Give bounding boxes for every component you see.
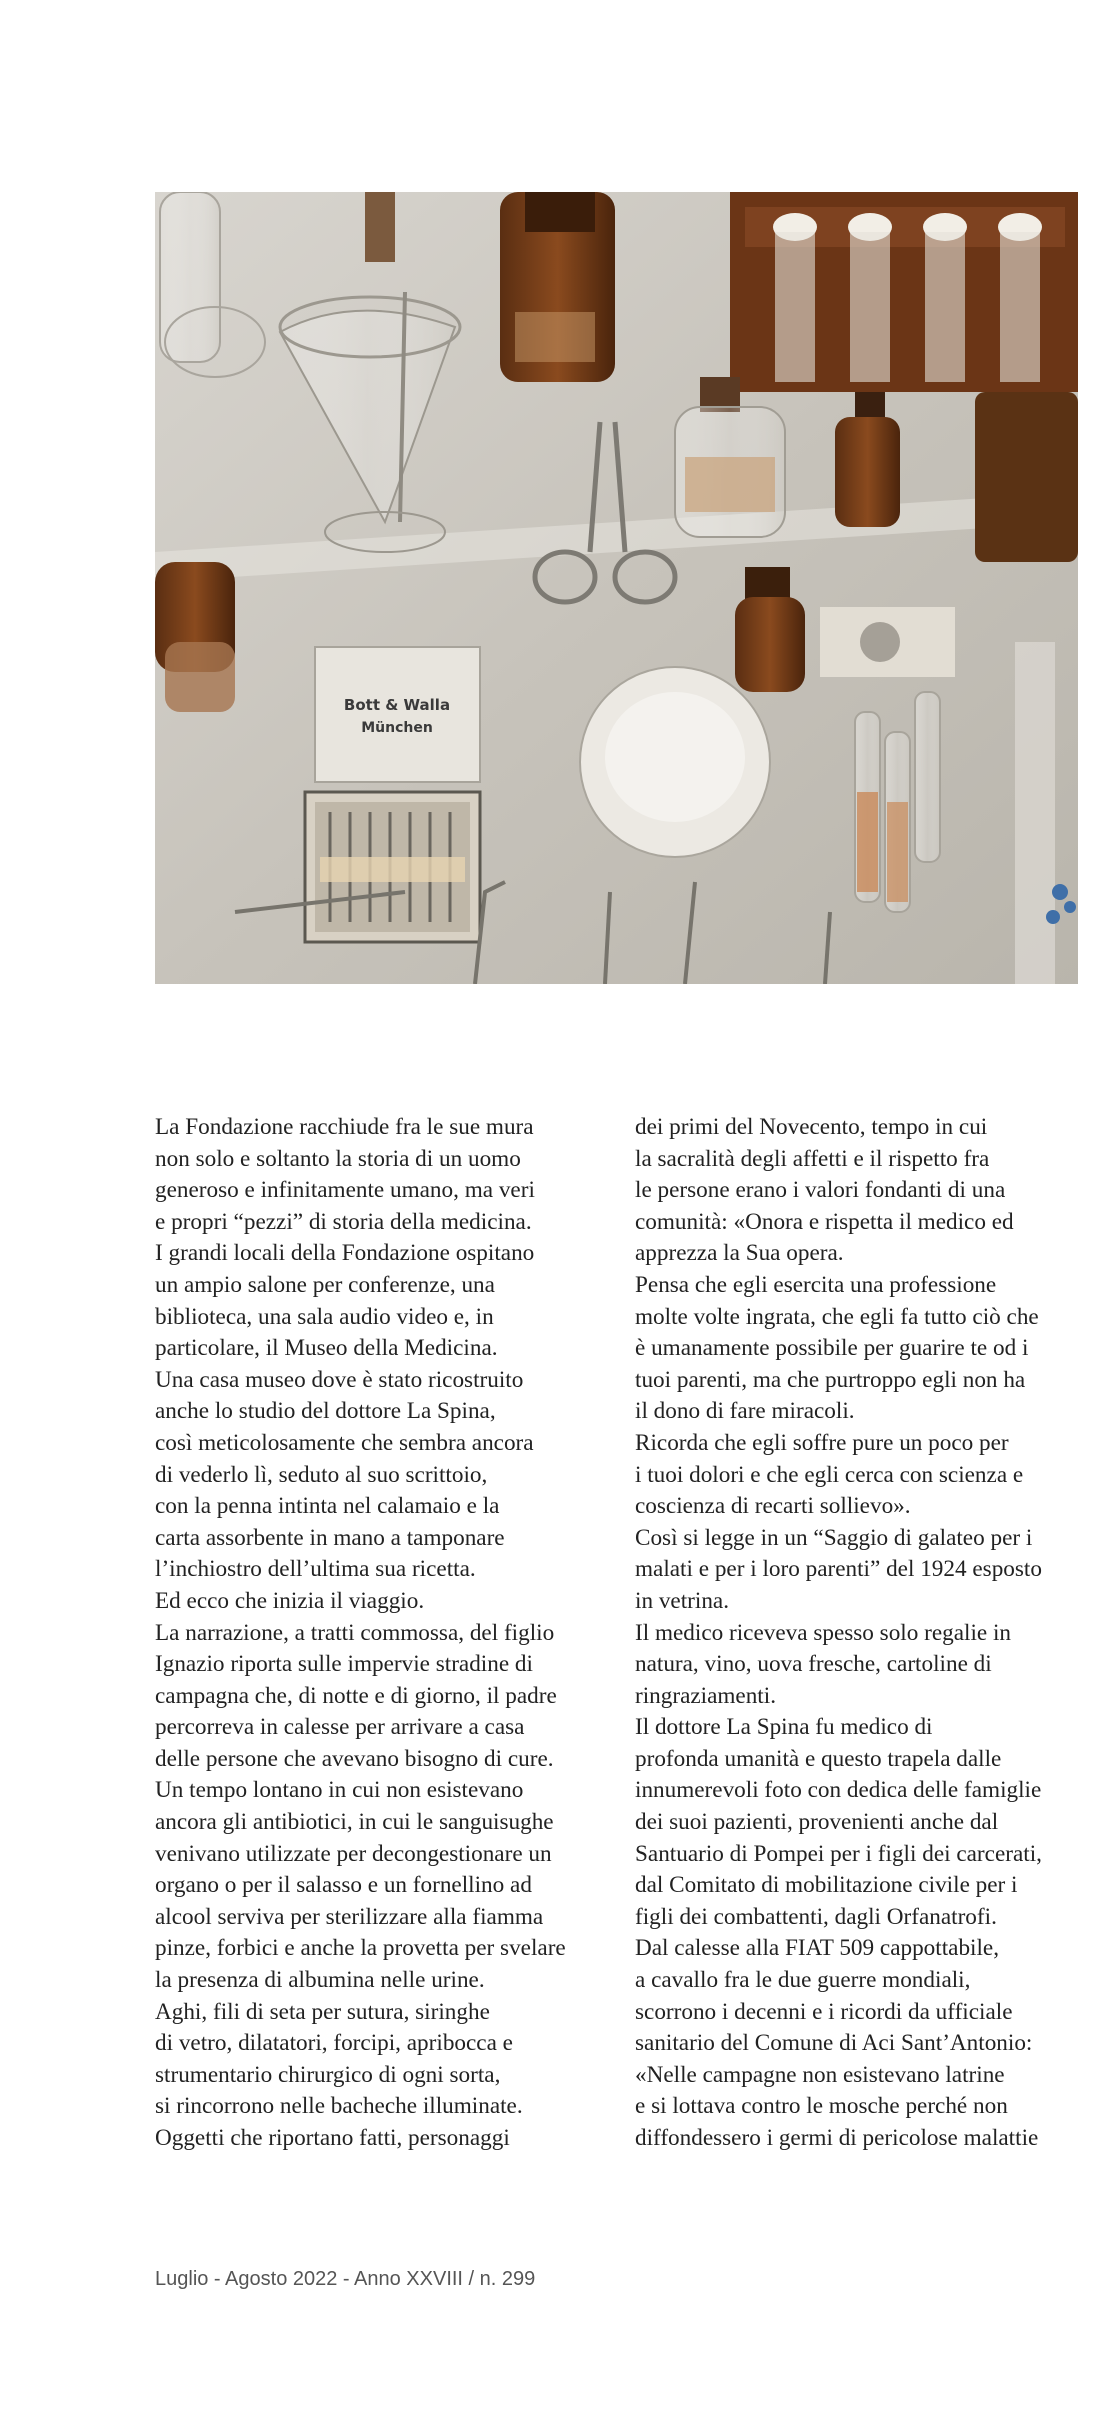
text-line: natura, vino, uova fresche, cartoline di [635, 1651, 992, 1678]
text-line: figli dei combattenti, dagli Orfanatrofi. [635, 1903, 997, 1930]
text-line: è umanamente possibile per guarire te od i [635, 1335, 1029, 1362]
text-line: venivano utilizzate per decongestionare un [155, 1840, 552, 1867]
text-line: le persone erano i valori fondanti di una [635, 1177, 1006, 1204]
text-line: Santuario di Pompei per i figli dei carcerati, [635, 1840, 1042, 1867]
text-line: Un tempo lontano in cui non esistevano [155, 1777, 524, 1804]
museum-showcase-photo [155, 192, 1078, 984]
text-line: diffondessero i germi di pericolose malattie [635, 2125, 1039, 2151]
text-line: «Nelle campagne non esistevano latrine [635, 2061, 1005, 2088]
text-line: Dal calesse alla FIAT 509 cappottabile, [635, 1935, 1000, 1962]
text-line: il dono di fare miracoli. [635, 1398, 855, 1425]
text-line: organo o per il salasso e un fornellino ad [155, 1872, 532, 1899]
text-line: molte volte ingrata, che egli fa tutto ciò che [635, 1303, 1039, 1330]
text-line: La narrazione, a tratti commossa, del figlio [155, 1619, 555, 1646]
text-line: con la penna intinta nel calamaio e la [155, 1493, 500, 1520]
text-line: particolare, il Museo della Medicina. [155, 1335, 498, 1362]
text-line: di vetro, dilatatori, forcipi, apribocca e [155, 2030, 513, 2057]
text-line: dei suoi pazienti, provenienti anche dal [635, 1809, 999, 1836]
box-label-text: Bott & Walla [343, 696, 451, 714]
text-line: La Fondazione racchiude fra le sue mura [155, 1114, 534, 1140]
text-line: biblioteca, una sala audio video e, in [155, 1303, 494, 1330]
text-line: un ampio salone per conferenze, una [155, 1271, 495, 1298]
text-line: Oggetti che riportano fatti, personaggi [155, 2125, 510, 2151]
text-line: i tuoi dolori e che egli cerca con scienza e [635, 1461, 1024, 1488]
text-line: la sacralità degli affetti e il rispetto fra [635, 1145, 990, 1172]
text-line: l’inchiostro dell’ultima sua ricetta. [155, 1556, 476, 1583]
photo-illustration [155, 192, 1078, 984]
text-line: apprezza la Sua opera. [635, 1240, 844, 1267]
text-line: I grandi locali della Fondazione ospitano [155, 1240, 535, 1267]
text-line: carta assorbente in mano a tamponare [155, 1524, 505, 1551]
glass-bowl [580, 667, 770, 857]
text-line: strumentario chirurgico di ogni sorta, [155, 2061, 501, 2088]
text-line: Ricorda che egli soffre pure un poco per [635, 1429, 1009, 1456]
text-line: Una casa museo dove è stato ricostruito [155, 1366, 524, 1393]
text-line: Il dottore La Spina fu medico di [635, 1714, 933, 1741]
text-line: coscienza di recarti sollievo». [635, 1493, 911, 1520]
text-line: Ignazio riporta sulle impervie stradine di [155, 1651, 533, 1678]
text-line: ancora gli antibiotici, in cui le sanguisughe [155, 1809, 554, 1836]
text-line: dal Comitato di mobilitazione civile per i [635, 1872, 1018, 1899]
text-line: malati e per i loro parenti” del 1924 esposto [635, 1556, 1042, 1583]
test-tube-rack [730, 192, 1078, 392]
amber-bottles-left [155, 562, 235, 712]
text-line: scorrono i decenni e i ricordi da ufficiale [635, 1998, 1013, 2025]
text-line: pinze, forbici e anche la provetta per svelare [155, 1935, 566, 1962]
text-line: alcool serviva per sterilizzare alla fiamma [155, 1903, 544, 1930]
article-column-right [635, 1112, 1085, 2155]
text-line: e si lottava contro le mosche perché non [635, 2093, 1008, 2120]
instrument-box [315, 647, 480, 782]
text-line: delle persone che avevano bisogno di cure. [155, 1745, 554, 1772]
text-line: ringraziamenti. [635, 1682, 776, 1709]
dark-bottle-right [975, 392, 1078, 562]
text-line: innumerevoli foto con dedica delle famiglie [635, 1777, 1042, 1804]
text-line: tuoi parenti, ma che purtroppo egli non ha [635, 1366, 1026, 1393]
text-line: a cavallo fra le due guerre mondiali, [635, 1967, 971, 1994]
text-line: si rincorrono nelle bacheche illuminate. [155, 2093, 523, 2120]
text-line: Ed ecco che inizia il viaggio. [155, 1587, 425, 1614]
svg-text:München: München [361, 720, 433, 736]
text-line: campagna che, di notte e di giorno, il padre [155, 1682, 557, 1709]
needle-case [305, 792, 480, 942]
text-line: di vederlo lì, seduto al suo scrittoio, [155, 1461, 488, 1488]
text-line: Il medico riceveva spesso solo regalie in [635, 1619, 1012, 1646]
text-line: così meticolosamente che sembra ancora [155, 1429, 534, 1456]
display-pole [1015, 642, 1055, 984]
text-line: dei primi del Novecento, tempo in cui [635, 1114, 988, 1140]
text-line: in vetrina. [635, 1587, 730, 1614]
text-line: anche lo studio del dottore La Spina, [155, 1398, 496, 1425]
page-footer: Luglio - Agosto 2022 - Anno XXVIII / n. 299 [155, 2268, 536, 2290]
text-line: comunità: «Onora e rispetta il medico ed [635, 1208, 1014, 1235]
text-line: profonda umanità e questo trapela dalle [635, 1745, 1002, 1772]
text-line: la presenza di albumina nelle urine. [155, 1967, 485, 1994]
article-column-left [155, 1112, 605, 2155]
text-line: Aghi, fili di seta per sutura, siringhe [155, 1998, 490, 2025]
text-line: non solo e soltanto la storia di un uomo [155, 1145, 521, 1172]
text-line: Così si legge in un “Saggio di galateo per i [635, 1524, 1033, 1551]
text-line: sanitario del Comune di Aci Sant’Antonio: [635, 2030, 1033, 2057]
text-line: Pensa che egli esercita una professione [635, 1271, 997, 1298]
text-line: e propri “pezzi” di storia della medicina. [155, 1208, 532, 1235]
text-line: generoso e infinitamente umano, ma veri [155, 1177, 535, 1204]
text-line: percorreva in calesse per arrivare a casa [155, 1714, 525, 1741]
